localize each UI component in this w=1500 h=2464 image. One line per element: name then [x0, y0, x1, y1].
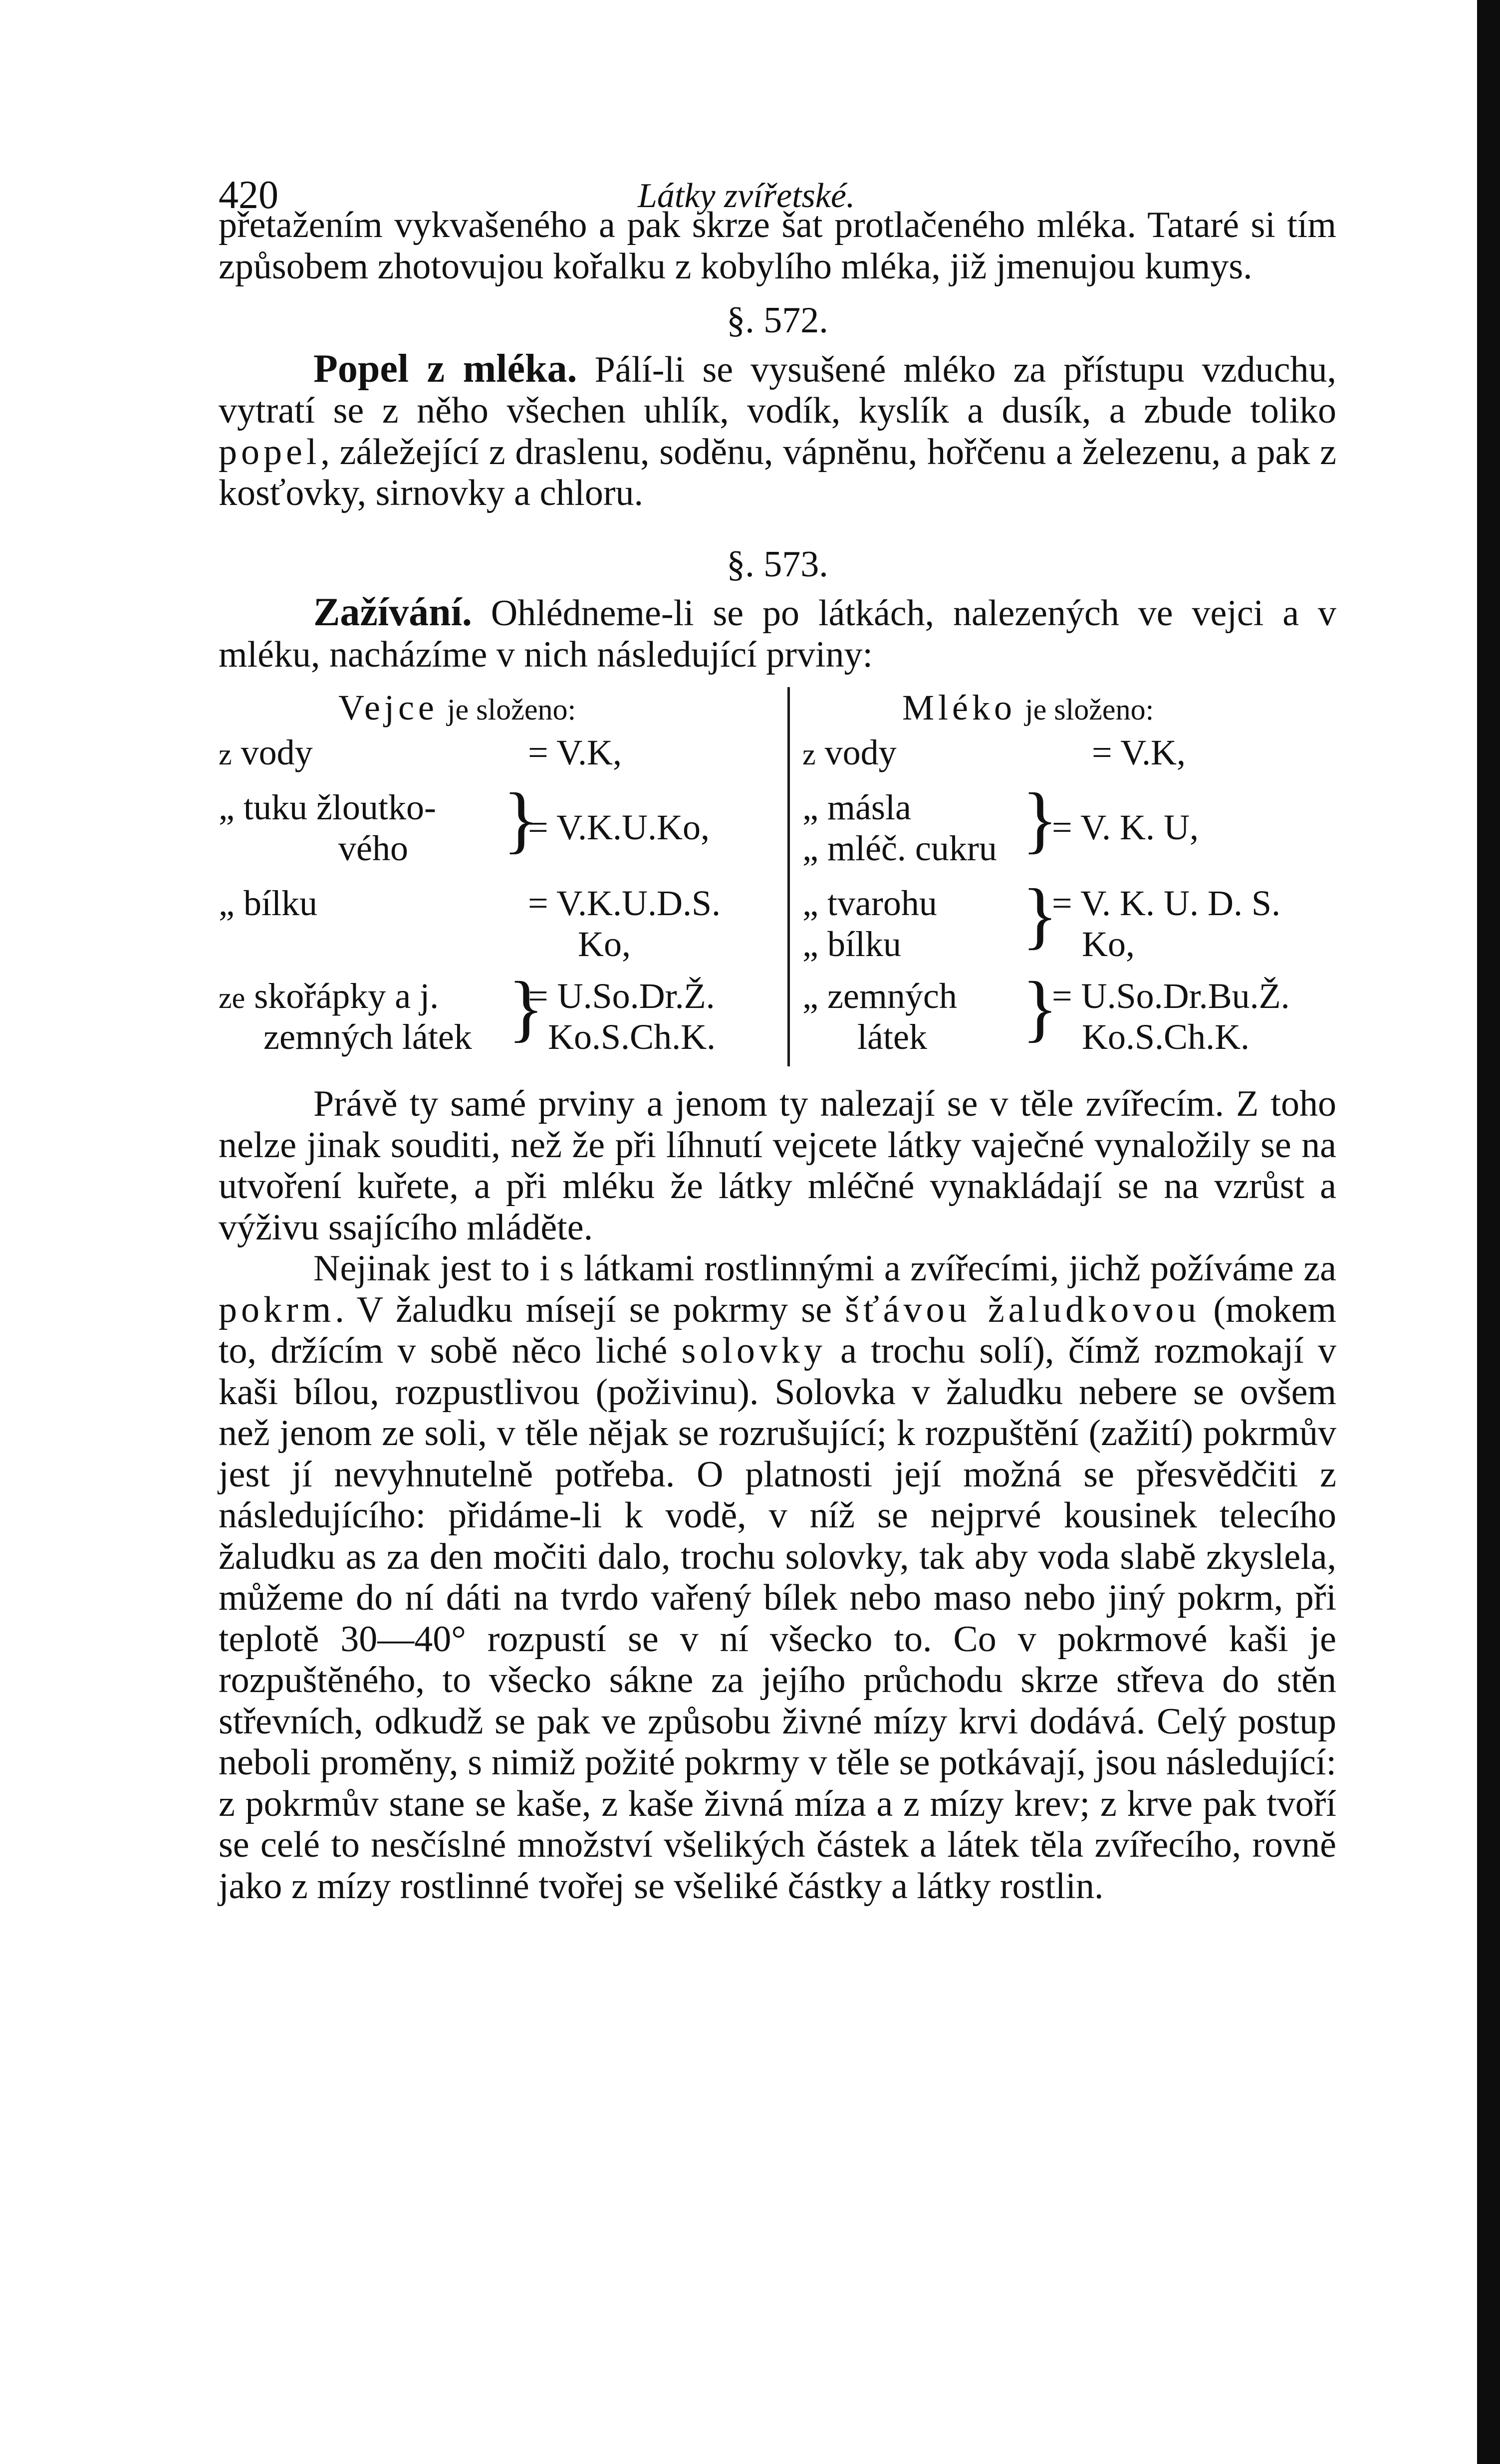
- section-572-text-a: Pálí-li se vysušené mléko za přístupu vzduchu, vytratí se z něho všechen uhlík, vodík, kyslík a dusík, a zbude toliko: [219, 349, 1337, 431]
- egg-head-suffix: je složeno:: [447, 693, 576, 726]
- section-572-spaced-word: popel: [219, 431, 321, 473]
- digestion-spaced-1: pokrm: [219, 1289, 335, 1330]
- egg-column: [219, 687, 782, 1066]
- milk-head-suffix: je složeno:: [1024, 693, 1154, 726]
- egg-subject: Vejce: [338, 688, 438, 728]
- section-mark-573: §. 573.: [727, 543, 828, 585]
- row-value: = V.K,: [528, 733, 622, 772]
- row-label: zemných: [827, 976, 957, 1016]
- section-572-heading: Popel z mléka.: [313, 346, 577, 391]
- section-572-text-b: , záležející z draslenu, sodĕnu, vápnĕnu, hořčenu a železenu, a pak z kosťovky, sirnovky a chloru.: [219, 431, 1336, 513]
- running-title: Látky zvířetské.: [638, 177, 855, 215]
- brace-icon: }: [1022, 967, 1058, 1049]
- digestion-text-d: a trochu solí), čímž rozmokají v kaši bílou, rozpustlivou (poživinu). Solovka v žaludku nebere se ovšem než jenom ze soli, v tĕle nĕjak se rozrušující; k rozpuštĕní (zažití) pokrmův jest jí nevyhnutelnĕ potřeba. O platnosti její možná se přesvĕdčiti z následujícího: přidáme-li k vodĕ, v níž se nejprvé kousinek telecího žaludku as za den močiti dalo, trochu solovky, tak aby voda slabĕ zkyslela, můžeme do ní dáti na tvrdo vařený bílek nebo maso nebo jiný pokrm, při teplotĕ 30—40° rozpustí se v ní všecko to. Co v pokrmové kaši je rozpuštĕného, to všecko sákne za jejího průchodu skrze střeva do stĕn střevních, odkudž se pak ve způsobu živné mízy krvi dodává. Celý postup neboli promĕny, s nimiž požité pokrmy v tĕle se potkávají, jsou následující: z pokrmův stane se kaše, z kaše živná míza a z mízy krev; z krve pak tvoří se celé to nesčíslné množství všelikých částek a látek tĕla zvířecího, rovnĕ jako z mízy rostlinné tvořej se všeliké částky a látky rostlin.: [219, 1330, 1336, 1907]
- milk-column: [802, 687, 1336, 1066]
- row-value: = V. K. U,: [1052, 807, 1199, 847]
- paragraph-same-elements: Právě ty samé prviny a jenom ty nalezají se v tĕle zvířecím. Z toho nelze jinak souditi, než že při líhnutí vejcete látky vaječné vynaložily se na utvoření kuřete, a při mléku že látky mléčné vynakládají se na vzrůst a výživu ssajícího mládĕte.: [219, 1083, 1336, 1248]
- row-label-cont: vého: [338, 828, 408, 868]
- row-prefix: „: [219, 883, 235, 923]
- row-value: = V.K.U.D.S.: [528, 883, 721, 923]
- milk-subject: Mléko: [902, 688, 1016, 728]
- row-label: másla: [827, 787, 911, 827]
- row-value: = U.So.Dr.Ž.: [528, 976, 715, 1016]
- row-value: = V.K.U.Ko,: [528, 807, 710, 847]
- row-label-cont: „ bílku: [802, 924, 901, 964]
- row-prefix: „: [219, 787, 235, 827]
- digestion-spaced-3: solovky: [681, 1330, 826, 1371]
- row-label-cont: zemných látek: [263, 1017, 472, 1057]
- row-value: = U.So.Dr.Bu.Ž.: [1052, 976, 1290, 1016]
- row-label: vody: [241, 733, 313, 772]
- section-mark-572: §. 572.: [727, 300, 828, 341]
- page-number: 420: [219, 173, 278, 217]
- scan-edge: [1477, 0, 1500, 2464]
- row-label: vody: [824, 733, 897, 772]
- row-value-cont: Ko.S.Ch.K.: [1082, 1017, 1250, 1057]
- row-prefix: „: [802, 787, 818, 827]
- digestion-text-b: . V žaludku mísejí se pokrmy se: [335, 1289, 845, 1330]
- row-value-cont: Ko,: [578, 924, 631, 964]
- row-prefix: „: [802, 883, 818, 923]
- brace-icon: }: [1022, 778, 1058, 861]
- paragraph-digestion: [219, 1248, 1336, 1907]
- section-573-paragraph: [219, 592, 1336, 675]
- digestion-text-c: (mokem to, držícím v sobĕ nĕco liché: [219, 1289, 1337, 1371]
- milk-column-head: [902, 687, 1154, 731]
- brace-icon: }: [1022, 874, 1058, 957]
- row-label-cont: „ mléč. cukru: [802, 828, 997, 868]
- page-header: [219, 150, 1336, 217]
- row-label-cont: látek: [857, 1017, 927, 1057]
- row-label: bílku: [243, 883, 317, 923]
- composition-table: [219, 687, 1336, 1066]
- row-label: skořápky a j.: [254, 976, 439, 1016]
- intro-paragraph: přetažením vykvašeného a pak skrze šat protlačeného mléka. Tataré si tím způsobem zhotovujou kořalku z kobylího mléka, již jmenujou kumys.: [219, 205, 1336, 287]
- brace-icon: }: [508, 967, 544, 1049]
- book-page: [219, 150, 1336, 1907]
- column-divider: [787, 687, 790, 1066]
- row-prefix: z: [219, 738, 232, 771]
- row-prefix: „: [802, 976, 818, 1016]
- row-value-cont: Ko.S.Ch.K.: [548, 1017, 716, 1057]
- digestion-spaced-2: šťávou žaludkovou: [845, 1289, 1201, 1330]
- row-label: tuku žloutko-: [243, 787, 436, 827]
- egg-column-head: [338, 687, 576, 731]
- section-573-text: Ohlédneme-li se po látkách, nalezených ve vejci a v mléku, nacházíme v nich následující prviny:: [219, 593, 1336, 675]
- row-value: = V. K. U. D. S.: [1052, 883, 1281, 923]
- brace-icon: }: [503, 778, 539, 861]
- row-prefix: ze: [219, 982, 246, 1014]
- section-573-heading: Zažívání.: [313, 590, 472, 634]
- row-value: = V.K,: [1092, 733, 1186, 772]
- row-value-cont: Ko,: [1082, 924, 1135, 964]
- row-prefix: z: [802, 738, 816, 771]
- digestion-text-a: Nejinak jest to i s látkami rostlinnými a zvířecími, jichž požíváme za: [313, 1248, 1336, 1289]
- section-572-paragraph: [219, 348, 1336, 514]
- row-label: tvarohu: [827, 883, 937, 923]
